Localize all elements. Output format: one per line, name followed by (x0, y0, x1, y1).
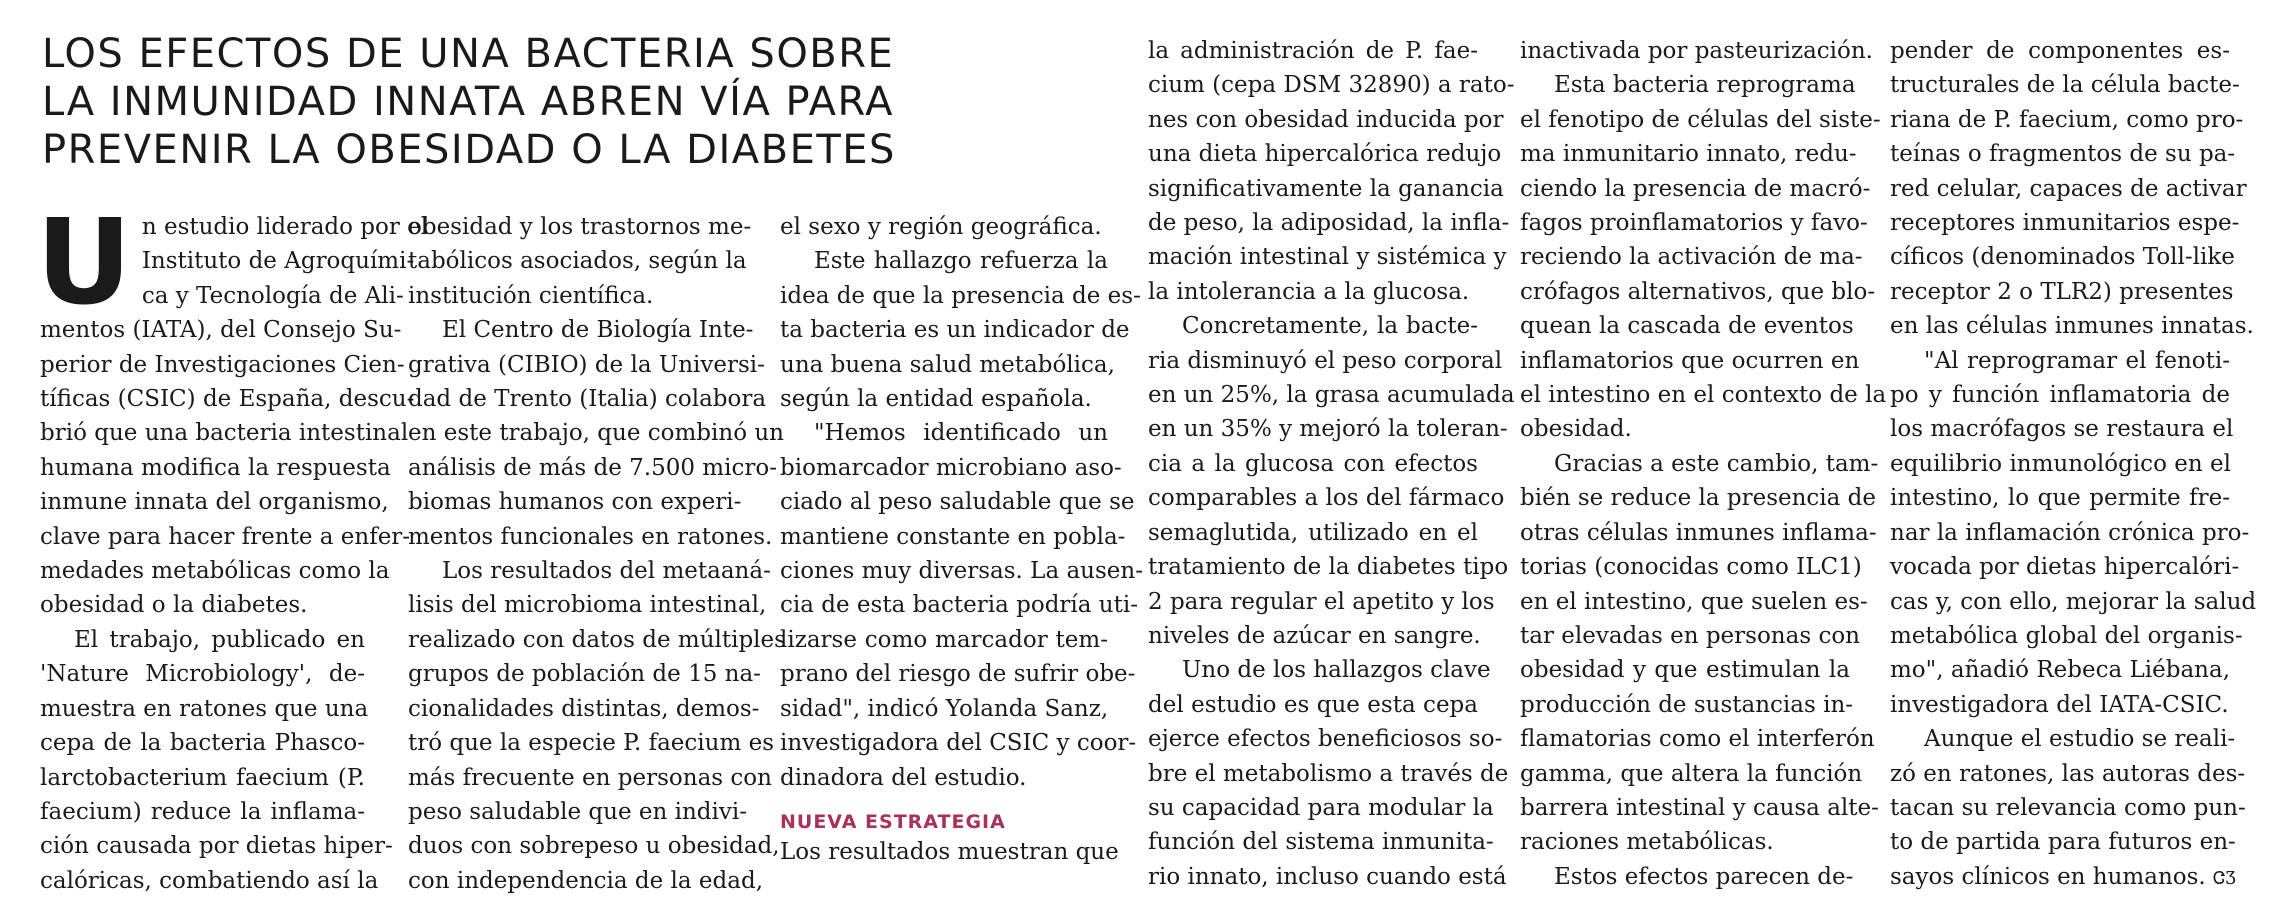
text-line: grativa (CIBIO) de la Universi- (408, 351, 765, 378)
text-line: intestino, lo que permite fre- (1890, 485, 2230, 512)
text-line: medades metabólicas como la (40, 558, 390, 585)
text-line: fagos proinflamatorios y favo- (1520, 210, 1868, 237)
text-line: brió que una bacteria intestinal (40, 420, 409, 447)
text-line: red celular, capaces de activar (1890, 175, 2247, 202)
paragraph (780, 416, 1143, 794)
section-subhead: NUEVA ESTRATEGIA (780, 810, 1006, 833)
text-line: zó en ratones, las autoras des- (1890, 760, 2246, 787)
paragraph (780, 244, 1141, 416)
text-line: de peso, la adiposidad, la infla- (1148, 210, 1510, 237)
text-line: to de partida para futuros en- (1890, 829, 2236, 856)
text-line: 2 para regular el apetito y los (1148, 588, 1495, 615)
text-line: quean la cascada de eventos (1520, 313, 1854, 340)
text-line: larctobacterium faecium (P. (40, 764, 365, 791)
text-line: el fenotipo de células del siste- (1520, 106, 1881, 133)
text-line: cíficos (denominados Toll-like (1890, 244, 2235, 271)
text-line: investigadora del CSIC y coor- (780, 730, 1137, 757)
headline-line-2: LA INMUNIDAD INNATA ABREN VÍA PARA (42, 79, 894, 125)
text-line: cia de esta bacteria podría uti- (780, 592, 1138, 619)
text-line: equilibrio inmunológico en el (1890, 450, 2231, 477)
text-line: los macrófagos se restaura el (1890, 416, 2234, 443)
text-line: comparables a los del fármaco (1148, 485, 1505, 512)
text-line: obesidad. (1520, 416, 1632, 443)
text-line: inactivada por pasteurización. (1520, 38, 1873, 64)
text-line: El trabajo, publicado en (74, 626, 365, 653)
text-line: ria disminuyó el peso corporal (1148, 347, 1503, 374)
text-line: teínas o fragmentos de su pa- (1890, 141, 2236, 168)
text-line: receptores inmunitarios espe- (1890, 210, 2240, 237)
text-line: Estos efectos parecen de- (1554, 863, 1854, 890)
paragraph (408, 210, 752, 313)
text-line: Gracias a este cambio, tam- (1554, 450, 1879, 477)
text-line: mentos funcionales en ratones. (408, 523, 773, 550)
text-line: metabólica global del organis- (1890, 622, 2243, 649)
paragraph (36, 193, 429, 623)
text-line: en un 25%, la grasa acumulada (1148, 382, 1515, 409)
paragraph (780, 210, 1108, 244)
text-line: tacan su relevancia como pun- (1890, 794, 2246, 821)
text-line: peso saludable que en indivi- (408, 798, 747, 825)
text-line: más frecuente en personas con (408, 764, 772, 791)
text-line: muestra en ratones que una (40, 695, 369, 722)
text-line: dad de Trento (Italia) colabora (408, 386, 767, 413)
text-line: la administración de P. fae- (1148, 38, 1478, 64)
text-line: mantiene constante en pobla- (780, 523, 1126, 550)
text-line: sayos clínicos en humanos. ᏣƷ (1890, 863, 2236, 890)
headline (42, 30, 1122, 174)
paragraph (408, 313, 784, 554)
text-line: tar elevadas en personas con (1520, 622, 1860, 649)
text-line: el intestino en el contexto de la (1520, 382, 1887, 409)
paragraph (1890, 34, 2254, 344)
text-line: una buena salud metabólica, (780, 351, 1115, 378)
article-column-6 (1890, 34, 2257, 896)
text-line: en un 35% y mejoró la toleran- (1148, 416, 1508, 443)
text-line: idea de que la presencia de es- (780, 282, 1141, 309)
text-line: mo", añadió Rebeca Liébana, (1890, 657, 2231, 684)
text-line: Los resultados muestran que (780, 838, 1119, 865)
headline-line-1: LOS EFECTOS DE UNA BACTERIA SOBRE (42, 31, 895, 77)
text-line: Concretamente, la bacte- (1182, 313, 1478, 340)
text-line: semaglutida, utilizado en el (1148, 519, 1478, 546)
text-line: obesidad y que estimulan la (1520, 657, 1850, 684)
text-line: tró que la especie P. faecium es (408, 730, 775, 757)
paragraph (1148, 653, 1509, 894)
text-line: niveles de azúcar en sangre. (1148, 622, 1481, 649)
text-line: otras células inmunes inflama- (1520, 519, 1877, 546)
text-line: ma inmunitario innato, redu- (1520, 141, 1857, 168)
text-line: ca y Tecnología de Ali- (141, 282, 404, 309)
text-line: inmune innata del organismo, (40, 489, 389, 516)
text-line: dinadora del estudio. (780, 764, 1027, 791)
paragraph (1520, 34, 1873, 68)
text-line: "Al reprogramar el fenoti- (1924, 347, 2230, 374)
article-column-5 (1520, 34, 1887, 894)
text-line: Instituto de Agroquími- (141, 248, 415, 275)
text-line: vocada por dietas hipercalóri- (1890, 554, 2240, 581)
text-line: nar la inflamación crónica pro- (1890, 519, 2250, 546)
text-line: con independencia de la edad, (408, 867, 764, 894)
text-line: torias (conocidas como ILC1) (1520, 554, 1862, 581)
text-line: cionalidades distintas, demos- (408, 695, 760, 722)
text-line: tíficas (CSIC) de España, descu- (40, 386, 415, 413)
text-line: el sexo y región geográfica. (780, 214, 1102, 240)
paragraph (1520, 68, 1887, 446)
paragraph (1520, 447, 1879, 860)
paragraph (1148, 34, 1515, 309)
text-line: duos con sobrepeso u obesidad, (408, 833, 780, 860)
text-line: ta bacteria es un indicador de (780, 317, 1130, 344)
text-line: El Centro de Biología Inte- (442, 317, 754, 344)
text-line: obesidad o la diabetes. (40, 592, 308, 619)
text-line: en el intestino, que suelen es- (1520, 588, 1868, 615)
text-line: ciendo la presencia de macró- (1520, 175, 1871, 202)
text-line: cia a la glucosa con efectos (1148, 450, 1478, 477)
text-line: clave para hacer frente a enfer- (40, 523, 411, 550)
text-line: significativamente la ganancia (1148, 175, 1504, 202)
text-line: flamatorias como el interferón (1520, 726, 1875, 753)
text-line: Los resultados del metaaná- (442, 558, 771, 585)
text-line: grupos de población de 15 na- (408, 661, 761, 688)
text-line: ejerce efectos beneficiosos so- (1148, 726, 1503, 753)
text-line: po y función inflamatoria de (1890, 382, 2230, 409)
text-line: lizarse como marcador tem- (780, 626, 1108, 653)
text-line: una dieta hipercalórica redujo (1148, 141, 1502, 168)
text-line: reciendo la activación de ma- (1520, 244, 1863, 271)
paragraph (1890, 344, 2257, 722)
text-line: "Hemos identificado un (814, 420, 1108, 447)
text-line: cas y, con ello, mejorar la salud (1890, 588, 2257, 615)
text-line: mación intestinal y sistémica y (1148, 244, 1507, 271)
text-line: crófagos alternativos, que blo- (1520, 278, 1876, 305)
text-line: biomarcador microbiano aso- (780, 454, 1122, 481)
end-of-article-mark: ᏣƷ (2213, 867, 2236, 889)
text-line: pender de componentes es- (1890, 38, 2230, 64)
text-line: calóricas, combatiendo así la (40, 867, 379, 894)
text-line: humana modifica la respuesta (40, 454, 391, 481)
text-line: Este hallazgo refuerza la (814, 248, 1108, 275)
text-line: en este trabajo, que combinó un (408, 420, 784, 447)
text-line: lisis del microbioma intestinal, (408, 592, 767, 619)
text-line: Uno de los hallazgos clave (1182, 657, 1491, 684)
text-line: barrera intestinal y causa alte- (1520, 794, 1879, 821)
text-line: realizado con datos de múltiples (408, 626, 786, 653)
text-line: 'Nature Microbiology', de- (40, 661, 365, 688)
text-line: faecium) reduce la inflama- (40, 798, 365, 825)
paragraph (408, 554, 786, 898)
text-line: mentos (IATA), del Consejo Su- (40, 317, 402, 344)
text-line: producción de sustancias in- (1520, 691, 1854, 718)
text-line: bién se reduce la presencia de (1520, 485, 1877, 512)
text-line: Aunque el estudio se reali- (1924, 726, 2236, 753)
text-line: análisis de más de 7.500 micro- (408, 454, 777, 481)
article-column-4 (1148, 34, 1515, 894)
text-line: riana de P. faecium, como pro- (1890, 106, 2244, 133)
text-line: raciones metabólicas. (1520, 829, 1774, 856)
text-line: rio innato, incluso cuando está (1148, 863, 1507, 890)
article-column-1 (36, 193, 429, 898)
text-line: cium (cepa DSM 32890) a rato- (1148, 72, 1515, 99)
text-line: obesidad y los trastornos me- (408, 214, 752, 240)
text-line: en las células inmunes innatas. (1890, 313, 2254, 340)
paragraph (40, 623, 393, 898)
paragraph (1520, 860, 1854, 894)
text-line: prano del riesgo de sufrir obe- (780, 661, 1136, 688)
text-line: según la entidad española. (780, 386, 1092, 413)
drop-cap: U (36, 193, 132, 331)
text-line: investigadora del IATA-CSIC. (1890, 691, 2229, 718)
text-line: la intolerancia a la glucosa. (1148, 278, 1470, 305)
headline-line-3: PREVENIR LA OBESIDAD O LA DIABETES (42, 127, 896, 173)
text-line: ción causada por dietas hiper- (40, 833, 393, 860)
text-line: del estudio es que esta cepa (1148, 691, 1478, 718)
text-line: inflamatorios que ocurren en (1520, 347, 1860, 374)
text-line: gamma, que altera la función (1520, 760, 1863, 787)
paragraph (1890, 722, 2246, 896)
text-line: su capacidad para modular la (1148, 794, 1494, 821)
text-line: tratamiento de la diabetes tipo (1148, 554, 1509, 581)
text-line: ciado al peso saludable que se (780, 489, 1135, 516)
text-line: Esta bacteria reprograma (1554, 72, 1856, 99)
text-line: biomas humanos con experi- (408, 489, 742, 516)
text-line: sidad", indicó Yolanda Sanz, (780, 695, 1109, 722)
text-line: perior de Investigaciones Cien- (40, 351, 405, 378)
text-line: bre el metabolismo a través de (1148, 760, 1509, 787)
text-line: ciones muy diversas. La ausen- (780, 558, 1143, 585)
article-column-2 (408, 210, 786, 898)
paragraph (1148, 309, 1515, 653)
text-line: tabólicos asociados, según la (408, 248, 747, 275)
text-line: receptor 2 o TLR2) presentes (1890, 278, 2234, 305)
text-line: institución científica. (408, 282, 654, 309)
text-line: tructurales de la célula bacte- (1890, 72, 2240, 99)
text-line: n estudio liderado por el (141, 214, 429, 240)
text-line: cepa de la bacteria Phasco- (40, 730, 365, 757)
text-line: nes con obesidad inducida por (1148, 106, 1504, 133)
article-column-3 (780, 210, 1143, 869)
text-line: función del sistema inmunita- (1148, 829, 1494, 856)
paragraph (780, 835, 1119, 869)
